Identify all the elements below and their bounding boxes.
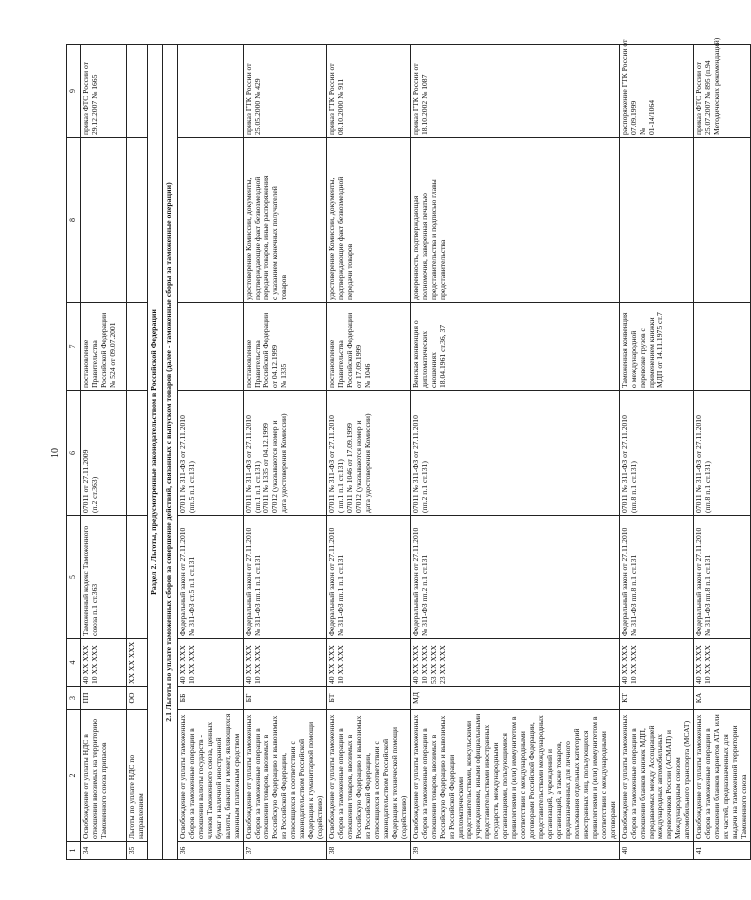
payment-codes-line: 10 XX XXX (336, 645, 346, 684)
benefit-name (619, 710, 694, 842)
regulation (694, 303, 751, 391)
payment-codes-line: 10 XX XXX (186, 645, 196, 684)
supporting-documents (243, 138, 327, 303)
table-row (177, 45, 243, 860)
benefit-code (177, 687, 243, 710)
regulation (243, 303, 327, 391)
benefit-code (694, 687, 751, 710)
payment-codes (177, 639, 243, 687)
supporting-documents (410, 138, 619, 303)
payment-codes-line: 40 XX XXX (410, 645, 420, 684)
regulation-line: Российской Федерации (98, 312, 108, 388)
row-number-text: 35 (127, 846, 136, 855)
benefit-code (410, 687, 619, 710)
row-number-text: 39 (410, 846, 420, 855)
benefit-code-text: КА (694, 692, 704, 704)
regulation-line: Венская конвенция о (410, 320, 420, 388)
legal-basis (694, 516, 751, 639)
regulation-line: Правительства (252, 340, 262, 388)
legal-basis (81, 516, 127, 639)
payment-codes (410, 639, 619, 687)
column-number: 3 (67, 687, 81, 710)
row-number (177, 842, 243, 860)
payment-codes-line: 40 XX XXX (177, 645, 187, 684)
regulation-line: Таможенная конвенция (619, 312, 629, 388)
row-number (410, 842, 619, 860)
benefits-table (66, 37, 751, 860)
ministry-act (410, 45, 619, 138)
regulation-line: МДП от 14.11.1975 ст.7 (655, 312, 665, 388)
benefit-code-text: ББ (177, 693, 187, 703)
column-number: 1 (67, 842, 81, 860)
benefit-name (177, 710, 243, 842)
row-number-text: 41 (694, 846, 704, 855)
ministry-act-line: 01-14/1064 (646, 99, 656, 135)
benefit-name-text: Освобождение от уплаты таможенных сборов за таможенные операции в отношении бланков книжек МДП, передаваемых между Ассоциацией международных автомобильных перевозчиков России (АСМАП) и Международным союзом автомобильного транспорта (МСАТ) (619, 714, 692, 839)
benefit-code-text: МД (410, 692, 420, 704)
legal-basis-line: Таможенный кодекс Таможенного (81, 525, 90, 636)
ministry-act-line: приказ ФТС России от (81, 62, 90, 135)
legal-basis (127, 516, 148, 639)
benefit-name-text: Освобождение от уплаты таможенных сборов за таможенные операции в отношении валюты государств - членов Таможенного союза, ценных бумаг и наличной иностранной валюты, банкнот и монет, являющихся законным платежным средством (177, 713, 241, 839)
regulation-line: дипломатических (419, 330, 429, 388)
document-reference-line: дата удостоверения Комиссии) (279, 413, 289, 513)
ministry-act-line: 25.07.2007 № 895 (п.94 (703, 60, 713, 135)
document-reference-line: (пп.5 п.1 ст.131) (186, 461, 196, 513)
ministry-act (327, 45, 411, 138)
payment-codes-line: 53 XX XXX (428, 645, 438, 684)
ministry-act-line: приказ ГТК России от (327, 63, 337, 135)
legal-basis-line: № 311-ФЗ пп.2 п.1 ст.131 (419, 554, 429, 636)
supporting-documents-line: полномочия, заверенная печатью (419, 193, 429, 300)
regulation-line: № 1335 (279, 363, 289, 388)
document-reference-line: 07011 № 311-ФЗ от 27.11.2010 (177, 415, 187, 513)
ministry-act-line: Методических рекомендаций) (712, 37, 722, 135)
table-row (127, 45, 148, 860)
supporting-documents (127, 138, 148, 303)
payment-codes (327, 639, 411, 687)
document-reference-line: 07011 № 311-ФЗ от 27.11.2010 (694, 415, 704, 513)
subsection-heading (162, 45, 177, 860)
document-reference-line: (п.2 ст.363) (89, 476, 99, 513)
document-reference-line: дата удостоверения Комиссии) (362, 413, 372, 513)
ministry-act-line: № (637, 127, 647, 135)
payment-codes-line: 40 XX XXX (619, 645, 629, 684)
benefit-code-text: ПП (81, 692, 90, 704)
regulation-line: постановление (327, 339, 337, 388)
column-number: 6 (67, 391, 81, 516)
regulation-line: Российской Федерации (345, 312, 355, 388)
table-row (410, 45, 619, 860)
supporting-documents (177, 138, 243, 303)
ministry-act-line: 29.12.2007 № 1665 (89, 74, 99, 135)
payment-codes-line: 10 XX XXX (703, 645, 713, 684)
column-number: 5 (67, 516, 81, 639)
legal-basis-line: № 311-ФЗ ст.5 п.1 ст.131 (186, 556, 196, 636)
payment-codes (619, 639, 694, 687)
payment-codes (694, 639, 751, 687)
benefit-name (127, 710, 148, 842)
document-reference-line: 07011 № 311-ФЗ от 27.11.2010 (243, 415, 253, 513)
benefit-code (127, 687, 148, 710)
payment-codes (243, 639, 327, 687)
benefit-code (243, 687, 327, 710)
legal-basis-line: № 311-ФЗ пп.8 п.1 ст.131 (703, 554, 713, 636)
payment-codes-line: 10 XX XXX (89, 645, 99, 684)
legal-basis-line: Федеральный закон от 27.11.2010 (619, 527, 629, 636)
document-reference (410, 391, 619, 516)
legal-basis (619, 516, 694, 639)
supporting-documents-line: доверенность, подтверждающая (410, 195, 420, 300)
document-reference-line: 07011 № 311-ФЗ от 27.11.2010 (410, 415, 420, 513)
document-reference (619, 391, 694, 516)
document-reference-line: 07011 от 27.11.2009 (81, 449, 90, 513)
legal-basis-line: Федеральный закон от 27.11.2010 (410, 527, 420, 636)
payment-codes-line: 40 XX XXX (243, 645, 253, 684)
column-number: 8 (67, 138, 81, 303)
document-reference-line: ( пп.1 п.1 ст.131) (336, 459, 346, 513)
row-number-text: 37 (243, 846, 253, 855)
row-number (327, 842, 411, 860)
legal-basis (243, 516, 327, 639)
legal-basis-line: Федеральный закон от 27.11.2010 (177, 527, 187, 636)
document-reference (327, 391, 411, 516)
ministry-act (177, 45, 243, 138)
benefit-name-text: Освобождение от уплаты таможенных сборов за таможенные операции в отношении товаров, ввозимых в Российскую Федерацию и вывозимых из Российской Федерации, относящихся в соответствии с законодательством Российской Федерации к технической помощи (содействию) (327, 714, 408, 839)
regulation-line: применением книжки (646, 317, 656, 388)
table-row (327, 45, 411, 860)
row-number-text: 36 (177, 846, 187, 855)
benefit-name (410, 710, 619, 842)
ministry-act (81, 45, 127, 138)
document-reference-line: 07011 № 1335 от 04.12.1999 (261, 423, 271, 513)
regulation (127, 303, 148, 391)
supporting-documents-line: передачи товаров, иные распоряжения (261, 175, 271, 300)
regulation (410, 303, 619, 391)
benefit-name (81, 710, 127, 842)
supporting-documents-line: представительства (437, 239, 447, 300)
document-reference-line: 07011 № 311-ФЗ от 27.11.2010 (327, 415, 337, 513)
regulation-line: о международной (628, 330, 638, 388)
benefit-name (243, 710, 327, 842)
legal-basis (177, 516, 243, 639)
benefit-code-text: БТ (327, 693, 337, 703)
row-number (81, 842, 127, 860)
benefit-name-text: Освобождение от уплаты НДС в отношении ввозимых на территорию Таможенного союза припасов (81, 719, 108, 839)
ministry-act-line: приказ ФТС России от (694, 62, 704, 135)
regulation-line: № 524 от 09.07.2001 (107, 322, 117, 388)
regulation-line: перевозке грузов с (637, 328, 647, 388)
supporting-documents-line: подтверждающие факт безвозмездной (336, 176, 346, 300)
document-reference-line: 07012 (указываются номер и (354, 420, 364, 513)
row-number-text: 34 (81, 846, 90, 855)
benefit-code (81, 687, 127, 710)
regulation-line: сношениях (428, 352, 438, 388)
legal-basis-line: союза п.1 ст.363 (89, 583, 99, 636)
subsection-heading-title: 2.1 Льготы по уплате таможенных сборов за совершение действий, связанных с выпуском товаров (далее - таможенные сборы за таможенные операции) (162, 45, 177, 860)
page-number: 10 (50, 448, 61, 458)
document-reference (177, 391, 243, 516)
legal-basis (410, 516, 619, 639)
column-number-row (67, 45, 81, 860)
supporting-documents-line: передачи товаров (345, 243, 355, 300)
legal-basis-line: № 311-ФЗ пп.1 п.1 ст.131 (252, 554, 262, 636)
benefit-name-text: Освобождение от уплаты таможенных сборов за таможенные операции в отношении товаров, ввозимых в Российскую Федерацию и вывозимых из Российской Федерации дипломатическими представительствами, консульскими учреждениями, иными официальными представительствами иностранных государств, международными организациями, пользующимися привилегиями и (или) иммунитетом в соответствии с международными договорами Российской Федерации, представительствами международных организаций, учреждений и организаций, а также товаров, предназначенных для личного пользования отдельных категорий иностранных лиц, пользующихся привилегиями и (или) иммунитетом в соответствии с международными договорами (410, 713, 617, 839)
table-row (694, 45, 751, 860)
column-number: 9 (67, 45, 81, 138)
supporting-documents (619, 138, 694, 303)
legal-basis-line: Федеральный закон от 27.11.2010 (327, 527, 337, 636)
ministry-act (127, 45, 148, 138)
ministry-act-line: 08.10.2000 № 911 (336, 78, 346, 135)
payment-codes-line: XX XX XXX (127, 641, 136, 684)
row-number (127, 842, 148, 860)
benefit-code-text: OO (127, 692, 136, 704)
payment-codes-line: 10 XX XXX (252, 645, 262, 684)
regulation-line: постановление (81, 339, 90, 388)
benefit-name-text: Освобождение от уплаты таможенных сборов за таможенные операции в отношении товаров, ввозимых в Российскую Федерацию и вывозимых из Российской Федерации, относящихся в соответствии с законодательством Российской Федерации к гуманитарной помощи (содействию) (243, 714, 325, 839)
benefit-name-text: Освобождение от уплаты таможенных сборов за таможенные операции в отношении бланков карнетов АТА или их частей, предназначенных для выдачи на таможенной территории Таможенного союза (694, 714, 749, 839)
payment-codes-line: 10 XX XXX (419, 645, 429, 684)
supporting-documents-line: товаров (279, 274, 289, 300)
payment-codes-line: 10 XX XXX (628, 645, 638, 684)
regulation-line: № 1046 (362, 363, 372, 388)
payment-codes (81, 639, 127, 687)
document-reference (81, 391, 127, 516)
document-reference-line: (пп.2 п.1 ст.131) (419, 461, 429, 513)
ministry-act (243, 45, 327, 138)
table-row (81, 45, 127, 860)
regulation-line: от 04.12.1999 (270, 344, 280, 388)
benefit-code-text: КТ (619, 693, 629, 703)
benefit-name (327, 710, 411, 842)
legal-basis-line: Федеральный закон от 27.11.2010 (694, 527, 704, 636)
document-reference-line: (пп.1 п.1 ст.131) (252, 461, 262, 513)
regulation (327, 303, 411, 391)
row-number-text: 38 (327, 846, 337, 855)
payment-codes-line: 23 XX XXX (437, 645, 447, 684)
benefit-code (327, 687, 411, 710)
payment-codes (127, 639, 148, 687)
supporting-documents-line: подтверждающие факт безвозмездной (252, 176, 262, 300)
document-reference (243, 391, 327, 516)
supporting-documents-line: с указанием конечных получателей (270, 186, 280, 300)
regulation (81, 303, 127, 391)
payment-codes-line: 40 XX XXX (81, 645, 90, 684)
benefit-name-text: Льготы по уплате НДС по направлениям (127, 754, 145, 839)
regulation-line: 18.04.1961 ст.36, 37 (437, 324, 447, 388)
ministry-act-line: 18.10.2002 № 1087 (419, 74, 429, 135)
ministry-act-line: приказ ГТК России от (243, 63, 253, 135)
row-number (243, 842, 327, 860)
section-heading (147, 45, 162, 860)
document-reference (694, 391, 751, 516)
document-reference-line: (пп.8 п.1 ст.131) (628, 461, 638, 513)
regulation-line: постановление (243, 339, 253, 388)
supporting-documents-line: удостоверение Комиссии, документы, (327, 177, 337, 300)
supporting-documents (327, 138, 411, 303)
row-number (619, 842, 694, 860)
legal-basis-line: № 311-ФЗ пп.8 п.1 ст.131 (628, 554, 638, 636)
supporting-documents (694, 138, 751, 303)
column-number: 4 (67, 639, 81, 687)
document-reference-line: 07012 (указываются номер и (270, 420, 280, 513)
regulation-line: Правительства (336, 340, 346, 388)
document-reference-line: 07011 № 311-ФЗ от 27.11.2010 (619, 415, 629, 513)
supporting-documents (81, 138, 127, 303)
regulation (619, 303, 694, 391)
payment-codes-line: 40 XX XXX (694, 645, 704, 684)
document-reference (127, 391, 148, 516)
benefit-name (694, 710, 751, 842)
benefit-code-text: БГ (243, 693, 253, 703)
document-reference-line: (пп.8 п.1 ст.131) (703, 461, 713, 513)
row-number-text: 40 (619, 846, 629, 855)
legal-basis-line: Федеральный закон от 27.11.2010 (243, 527, 253, 636)
regulation-line: Российской Федерации (261, 312, 271, 388)
regulation-line: Правительства (89, 340, 99, 388)
table-row (243, 45, 327, 860)
table-row (619, 45, 694, 860)
ministry-act (619, 39, 694, 138)
payment-codes-line: 40 XX XXX (327, 645, 337, 684)
benefit-code (619, 687, 694, 710)
ministry-act-line: 07.09.1999 (628, 100, 638, 135)
ministry-act-line: приказ ГТК России от (410, 63, 420, 135)
supporting-documents-line: удостоверение Комиссии, документы, (243, 177, 253, 300)
ministry-act-line: 25.05.2000 № 429 (252, 78, 262, 135)
section-heading-title: Раздел 2. Льготы, предусмотренные законодательством в Российской Федерации (147, 45, 162, 860)
column-number: 2 (67, 710, 81, 842)
column-number: 7 (67, 303, 81, 391)
document-reference-line: 07011 № 1046 от 17.09.1999 (345, 423, 355, 513)
supporting-documents-line: представительства и подписью главы (428, 179, 438, 300)
legal-basis-line: № 311-ФЗ пп.1 п.1 ст.131 (336, 554, 346, 636)
row-number (694, 842, 751, 860)
regulation-line: от 17.09.1999 (354, 344, 364, 388)
ministry-act (694, 37, 751, 138)
regulation (177, 303, 243, 391)
ministry-act-line: распоряжение ГТК России от (619, 39, 629, 135)
legal-basis (327, 516, 411, 639)
